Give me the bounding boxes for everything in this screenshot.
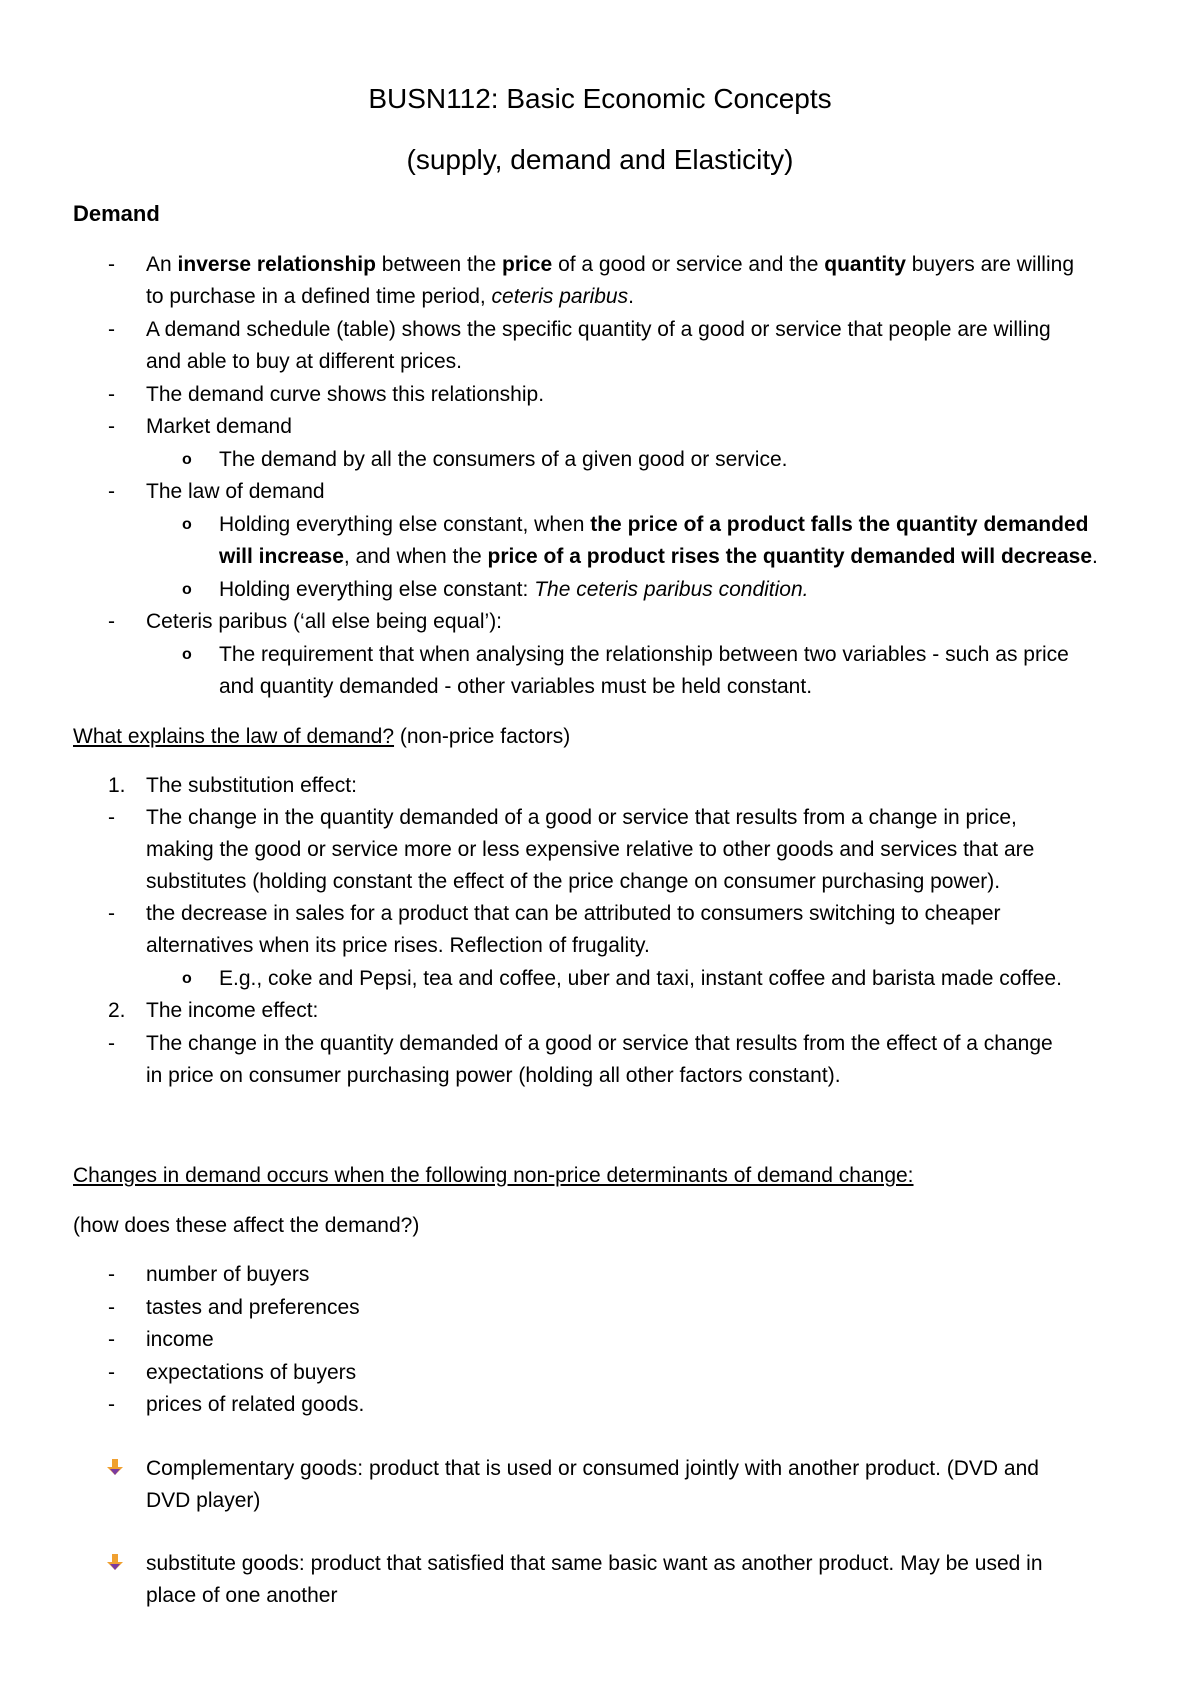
item-text: tastes and preferences: [146, 1296, 360, 1319]
sub-item-text: Holding everything else constant: The ceteris paribus condition.: [219, 578, 809, 601]
sub-item-text-cont: will increase, and when the price of a product rises the quantity demanded will decrease.: [219, 545, 1098, 568]
item-text-cont: making the good or service more or less expensive relative to other goods and services that are: [146, 838, 1035, 861]
dash-marker: -: [108, 1361, 115, 1384]
item-text: The change in the quantity demanded of a good or service that results from the effect of a change: [146, 1032, 1053, 1055]
demand-heading: Demand: [73, 201, 160, 226]
item-text-cont: to purchase in a defined time period, ceteris paribus.: [146, 285, 634, 308]
document-title: [0, 82, 1200, 116]
sub-item-text: E.g., coke and Pepsi, tea and coffee, uber and taxi, instant coffee and barista made coffee.: [219, 967, 1062, 990]
item-text: The demand curve shows this relationship.: [146, 383, 545, 406]
document-subtitle: (supply, demand and Elasticity): [406, 144, 794, 175]
item-text-cont: place of one another: [146, 1584, 338, 1607]
item-text-cont: substitutes (holding constant the effect of the price change on consumer purchasing power).: [146, 870, 1001, 893]
item-text: substitute goods: product that satisfied that same basic want as another product. May be used in: [146, 1552, 1043, 1575]
sub-item-text: Holding everything else constant, when the price of a product falls the quantity demanded: [219, 513, 1089, 536]
dash-marker: -: [108, 1263, 115, 1286]
dash-marker: -: [108, 1032, 115, 1055]
arrow-tip: [110, 1469, 120, 1475]
item-text: the decrease in sales for a product that can be attributed to consumers switching to cheaper: [146, 902, 1001, 925]
dash-marker: -: [108, 318, 115, 341]
arrow-down-icon: [106, 1458, 124, 1476]
dash-marker: -: [108, 902, 115, 925]
changes-heading: Changes in demand occurs when the following non-price determinants of demand change:: [73, 1164, 914, 1187]
dash-marker: -: [108, 1328, 115, 1351]
item-text: Market demand: [146, 415, 292, 438]
bullet-marker: o: [182, 970, 192, 987]
item-text-cont: alternatives when its price rises. Reflection of frugality.: [146, 934, 650, 957]
bullet-marker: o: [182, 451, 192, 468]
dash-marker: -: [108, 610, 115, 633]
law-explain-heading: What explains the law of demand? (non-price factors): [73, 725, 571, 748]
dash-marker: -: [108, 253, 115, 276]
sub-item-text: The requirement that when analysing the relationship between two variables - such as price: [219, 643, 1069, 666]
item-text: The substitution effect:: [146, 774, 357, 797]
arrow-down-icon: [106, 1553, 124, 1571]
item-text: Complementary goods: product that is used or consumed jointly with another product. (DVD and: [146, 1457, 1039, 1480]
item-text: The law of demand: [146, 480, 325, 503]
item-text: income: [146, 1328, 214, 1351]
dash-marker: -: [108, 1393, 115, 1416]
item-text: Ceteris paribus (‘all else being equal’):: [146, 610, 503, 633]
title-text: Basic Economic Concepts: [498, 83, 832, 114]
sub-item-text-cont: and quantity demanded - other variables must be held constant.: [219, 675, 813, 698]
item-text: number of buyers: [146, 1263, 310, 1286]
item-text: A demand schedule (table) shows the specific quantity of a good or service that people are willing: [146, 318, 1051, 341]
item-text: expectations of buyers: [146, 1361, 357, 1384]
bullet-marker: o: [182, 516, 192, 533]
item-text: The change in the quantity demanded of a good or service that results from a change in price,: [146, 806, 1017, 829]
number-marker: 1.: [108, 774, 126, 797]
dash-marker: -: [108, 806, 115, 829]
dash-marker: -: [108, 383, 115, 406]
dash-marker: -: [108, 415, 115, 438]
sub-item-text: The demand by all the consumers of a given good or service.: [219, 448, 788, 471]
dash-marker: -: [108, 1296, 115, 1319]
bullet-marker: o: [182, 646, 192, 663]
bullet-marker: o: [182, 581, 192, 598]
arrow-tip: [110, 1564, 120, 1570]
dash-marker: -: [108, 480, 115, 503]
changes-question: (how does these affect the demand?): [73, 1214, 420, 1237]
item-text-cont: DVD player): [146, 1489, 261, 1512]
item-text: prices of related goods.: [146, 1393, 365, 1416]
item-text: An inverse relationship between the price of a good or service and the quantity buyers are willing: [146, 253, 1074, 276]
item-text-cont: and able to buy at different prices.: [146, 350, 462, 373]
item-text-cont: in price on consumer purchasing power (holding all other factors constant).: [146, 1064, 841, 1087]
number-marker: 2.: [108, 999, 126, 1022]
course-code: BUSN112:: [368, 83, 499, 114]
item-text: The income effect:: [146, 999, 319, 1022]
